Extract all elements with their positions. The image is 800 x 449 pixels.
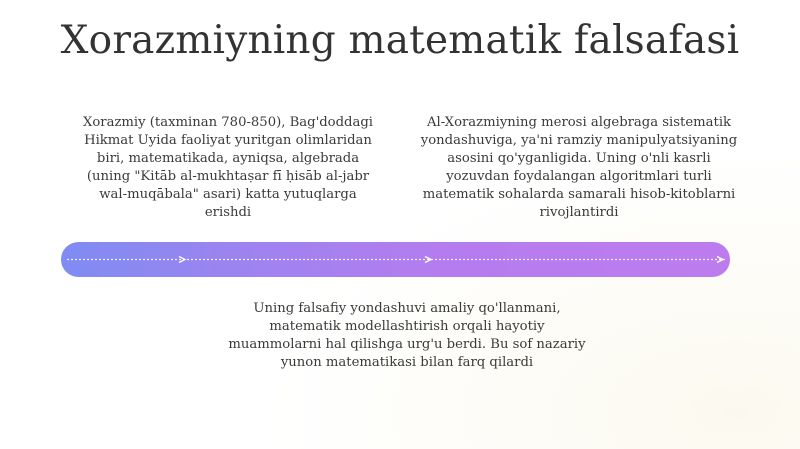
- text-block-right: Al-Xorazmiyning merosi algebraga sistematik yondashuviga, ya'ni ramziy manipulyatsiyaning asosini qo'yganligida. Uning o'nli kasrli yozuvdan foydalangan algoritmlari turli matematik sohalarda samarali hisob-kitoblarni rivojlantirdi: [420, 115, 738, 220]
- timeline-bar: [61, 242, 730, 277]
- slide-title: Xorazmiyning matematik falsafasi: [60, 18, 740, 63]
- text-block-left: Xorazmiy (taxminan 780-850), Bag'doddagi Hikmat Uyida faoliyat yuritgan olimlaridan biri, matematikada, ayniqsa, algebrada (uning "Kitāb al-mukhtaṣar fī ḥisāb al-jabr wal-muqābala" asari) katta yutuqlarga erishdi: [82, 115, 374, 220]
- timeline-arrows: [61, 242, 730, 277]
- text-block-bottom: Uning falsafiy yondashuvi amaliy qo'llanmani, matematik modellashtirish orqali hayotiy muammolarni hal qilishga urg'u berdi. Bu sof nazariy yunon matematikasi bilan farq qilardi: [228, 301, 586, 370]
